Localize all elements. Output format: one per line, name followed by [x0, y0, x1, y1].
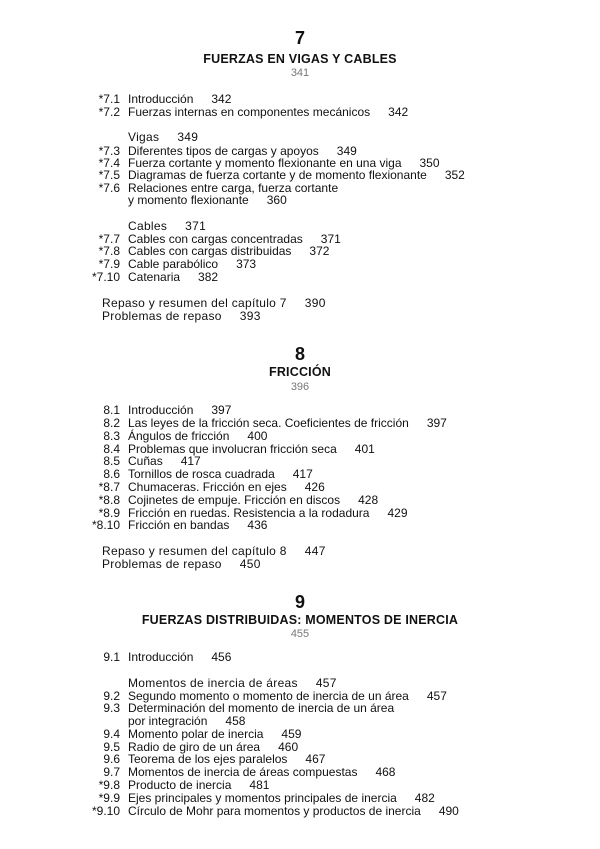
chapter-page: 341 [290, 67, 310, 79]
chapter-number: 7 [294, 28, 305, 48]
chapter-number: 8 [294, 344, 305, 364]
chapter-page: 396 [290, 381, 310, 393]
chapter-number: 9 [294, 592, 305, 612]
review-summary: Repaso y resumen del capítulo 7 390 [102, 296, 326, 310]
chapter-title: FUERZAS EN VIGAS Y CABLES [203, 52, 397, 66]
chapter-title: FUERZAS DISTRIBUIDAS: MOMENTOS DE INERCIA [141, 613, 459, 627]
chapter-title: FRICCIÓN [268, 365, 331, 379]
review-problems: Problemas de repaso 393 [102, 309, 261, 323]
review-summary: Repaso y resumen del capítulo 8 447 [102, 544, 326, 558]
review-problems: Problemas de repaso 450 [102, 557, 261, 571]
chapter-page: 455 [290, 628, 310, 640]
